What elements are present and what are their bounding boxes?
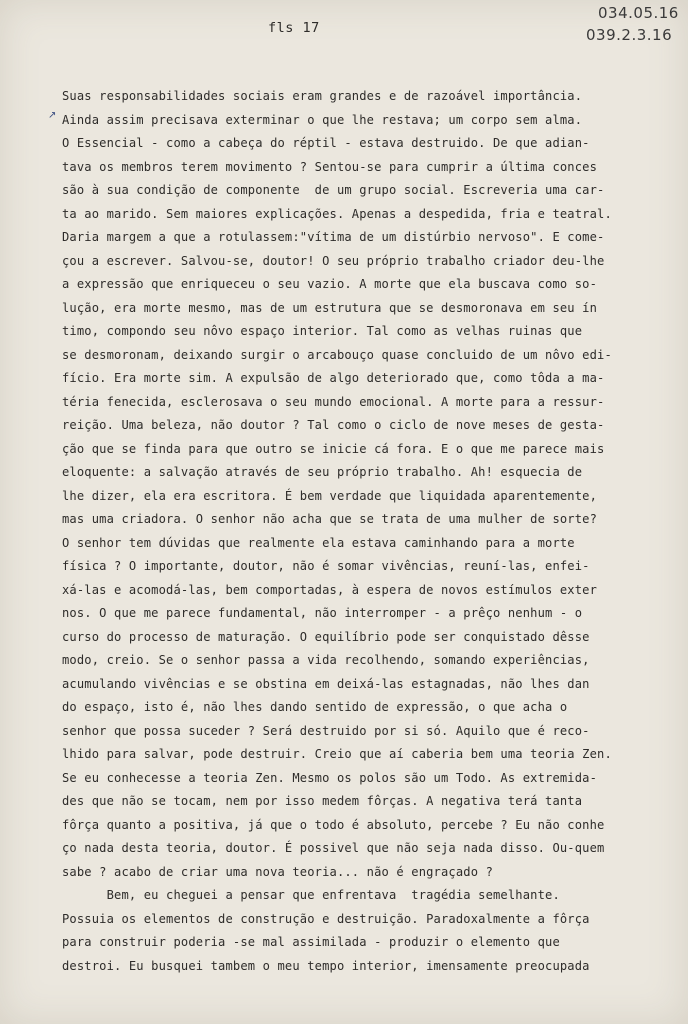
text-line: são à sua condição de componente de um grupo social. Escreveria uma car-	[62, 183, 605, 197]
text-line: do espaço, isto é, não lhes dando sentido de expressão, o que acha o	[62, 700, 568, 714]
text-line: física ? O importante, doutor, não é somar vivências, reuní-las, enfei-	[62, 559, 590, 573]
text-line: O Essencial - como a cabeça do réptil - estava destruido. De que adian-	[62, 136, 590, 150]
text-line: tava os membros terem movimento ? Sentou-se para cumprir a última conces	[62, 159, 598, 174]
text-line: a expressão que enriqueceu o seu vazio. A morte que ela buscava como so-	[62, 277, 598, 291]
text-line: modo, creio. Se o senhor passa a vida recolhendo, somando experiências,	[62, 653, 590, 667]
text-line: mas uma criadora. O senhor não acha que se trata de uma mulher de sorte?	[62, 512, 598, 526]
typed-text-body	[62, 85, 676, 978]
text-line: des que não se tocam, nem por isso medem fôrças. A negativa terá tanta	[62, 794, 583, 808]
text-line: se desmoronam, deixando surgir o arcabouço quase concluido de um nôvo edi-	[62, 347, 612, 362]
text-line: Possuia os elementos de construção e destruição. Paradoxalmente a fôrça	[62, 911, 590, 926]
text-line: ta ao marido. Sem maiores explicações. Apenas a despedida, fria e teatral.	[62, 206, 612, 221]
text-line: timo, compondo seu nôvo espaço interior. Tal como as velhas ruinas que	[62, 324, 583, 338]
text-line: lhe dizer, ela era escritora. É bem verdade que liquidada aparentemente,	[62, 488, 598, 503]
handwritten-note: 039.2.3.16	[586, 26, 673, 44]
text-line: destroi. Eu busquei tambem o meu tempo interior, imensamente preocupada	[62, 958, 590, 973]
text-line: reição. Uma beleza, não doutor ? Tal como o ciclo de nove meses de gesta-	[62, 418, 605, 432]
text-line: ção que se finda para que outro se inicie cá fora. E o que me parece mais	[62, 441, 605, 456]
text-line: Ainda assim precisava exterminar o que lhe restava; um corpo sem alma.	[62, 112, 583, 127]
text-line: Suas responsabilidades sociais eram grandes e de razoável importância.	[62, 89, 583, 103]
text-line: ço nada desta teoria, doutor. É possivel que não seja nada disso. Ou-quem	[62, 841, 605, 855]
text-line: fício. Era morte sim. A expulsão de algo deteriorado que, como tôda a ma-	[62, 371, 605, 385]
text-line: lhido para salvar, pode destruir. Creio que aí caberia bem uma teoria Zen.	[62, 747, 612, 761]
text-line: xá-las e acomodá-las, bem comportadas, à espera de novos estímulos exter	[62, 582, 598, 597]
text-line: lução, era morte mesmo, mas de um estrutura que se desmoronava em seu ín	[62, 300, 598, 315]
handwritten-note: 034.05.16	[598, 4, 679, 22]
text-line: nos. O que me parece fundamental, não interromper - a prêço nenhum - o	[62, 606, 583, 620]
text-line: fôrça quanto a positiva, já que o todo é absoluto, percebe ? Eu não conhe	[62, 817, 605, 832]
text-line: Daria margem a que a rotulassem:"vítima de um distúrbio nervoso". E come-	[62, 230, 605, 244]
text-line: curso do processo de maturação. O equilíbrio pode ser conquistado dêsse	[62, 629, 590, 644]
text-line: para construir poderia -se mal assimilada - produzir o elemento que	[62, 935, 560, 949]
page-folio: fls 17	[268, 20, 320, 36]
text-line: Se eu conhecesse a teoria Zen. Mesmo os polos são um Todo. As extremida-	[62, 770, 598, 785]
text-line: O senhor tem dúvidas que realmente ela estava caminhando para a morte	[62, 535, 575, 550]
text-line: sabe ? acabo de criar uma nova teoria... não é engraçado ?	[62, 864, 494, 879]
text-line: çou a escrever. Salvou-se, doutor! O seu próprio trabalho criador deu-lhe	[62, 253, 605, 268]
text-line: Bem, eu cheguei a pensar que enfrentava tragédia semelhante.	[62, 888, 560, 902]
text-line: acumulando vivências e se obstina em deixá-las estagnadas, não lhes dan	[62, 676, 590, 691]
margin-mark-icon: ↗	[48, 110, 57, 121]
text-line: senhor que possa suceder ? Será destruido por si só. Aquilo que é reco-	[62, 723, 590, 738]
text-line: eloquente: a salvação através de seu próprio trabalho. Ah! esquecia de	[62, 465, 583, 479]
text-line: téria fenecida, esclerosava o seu mundo emocional. A morte para a ressur-	[62, 394, 605, 409]
